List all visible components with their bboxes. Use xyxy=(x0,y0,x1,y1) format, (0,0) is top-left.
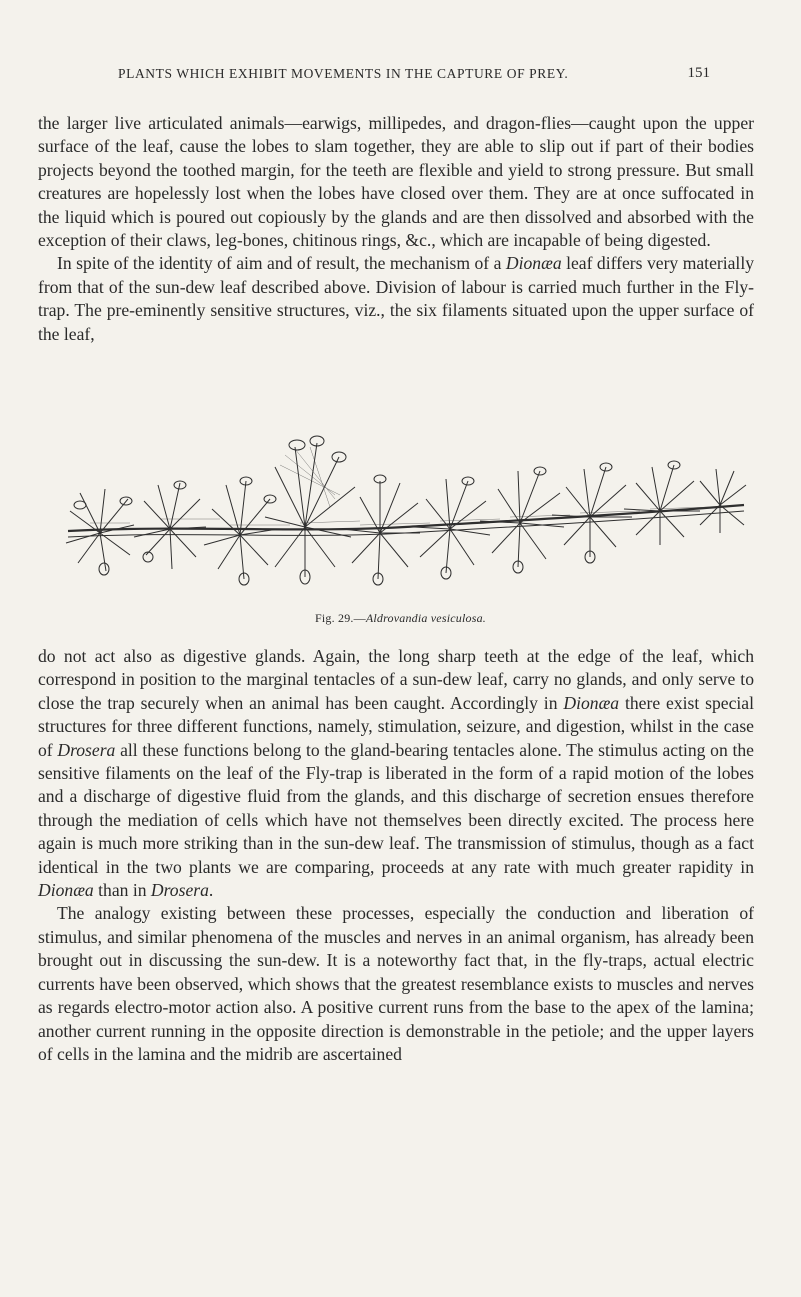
aldrovandia-illustration xyxy=(60,355,750,605)
italic-term: Drosera xyxy=(150,880,209,901)
italic-term: Dionæa xyxy=(38,880,94,901)
paragraph: the larger live articulated animals—earwigs, millipedes, and dragon-flies—caught upon the upper surface of the leaf, cause the lobes to slam together, they are able to slip out if part of their bodies projects beyond the toothed margin, for the teeth are flexible and yield to strong pressure. But small creatures are hopelessly lost when the lobes have closed over them. They are at once suffocated in the liquid which is poured out copiously by the glands and are then dissolved and absorbed with the exception of their claws, leg-bones, chitinous rings, &c., which are incapable of being digested. xyxy=(38,113,754,251)
figure-species: Aldrovandia vesiculosa. xyxy=(365,611,486,625)
figure-caption xyxy=(0,611,801,626)
italic-term: Dionæa xyxy=(563,692,620,713)
paragraph: In spite of the identity of aim and of result, the mechanism of a Dionæa leaf differs very materially from that of the sun-dew leaf described above. Division of labour is carried much further in the Fly-trap. The pre-eminently sensitive structures, viz., the six filaments situated upon the upper surface of the leaf, xyxy=(38,253,755,344)
page-number: 151 xyxy=(687,65,710,81)
body-text-top xyxy=(38,112,754,346)
figure-label: Fig. 29.— xyxy=(315,611,366,625)
italic-term: Drosera xyxy=(57,739,116,760)
paragraph: The analogy existing between these processes, especially the conduction and liberation of stimulus, and similar phenomena of the muscles and nerves in an animal organism, has already been brought out in discussing the sun-dew. It is a noteworthy fact that, in the fly-traps, actual electric currents have been observed, which shows that the greatest resemblance exists to muscles and nerves as regards electro-motor action also. A positive current runs from the base to the apex of the lamina; another current running in the opposite direction is demonstrable in the petiole; and the upper layers of cells in the lamina and the midrib are ascertained xyxy=(38,903,754,1064)
italic-term: Dionæa xyxy=(505,253,562,274)
paragraph: do not act also as digestive glands. Again, the long sharp teeth at the edge of the leaf, which correspond in position to the marginal tentacles of a sun-dew leaf, carry no glands, and only serve to close the trap securely when an animal has been caught. Accordingly in Dionæa there exist special structures for three different functions, namely, stimulation, seizure, and digestion, whilst in the case of Drosera all these functions belong to the gland-bearing tentacles alone. The stimulus acting on the sensitive filaments on the leaf of the Fly-trap is liberated in the form of a rapid motion of the lobes and a discharge of digestive fluid from the glands, and this discharge of secretion ensues therefore through the mediation of cells which have not themselves been directly excited. The process here again is much more striking than in the sun-dew leaf. The transmission of stimulus, though as a fact identical in the two plants we are comparing, proceeds at any rate with much greater rapidity in Dionæa than in Drosera. xyxy=(38,646,754,901)
body-text-bottom xyxy=(38,645,754,1066)
running-title: PLANTS WHICH EXHIBIT MOVEMENTS IN THE CAPTURE OF PREY. xyxy=(118,66,569,81)
